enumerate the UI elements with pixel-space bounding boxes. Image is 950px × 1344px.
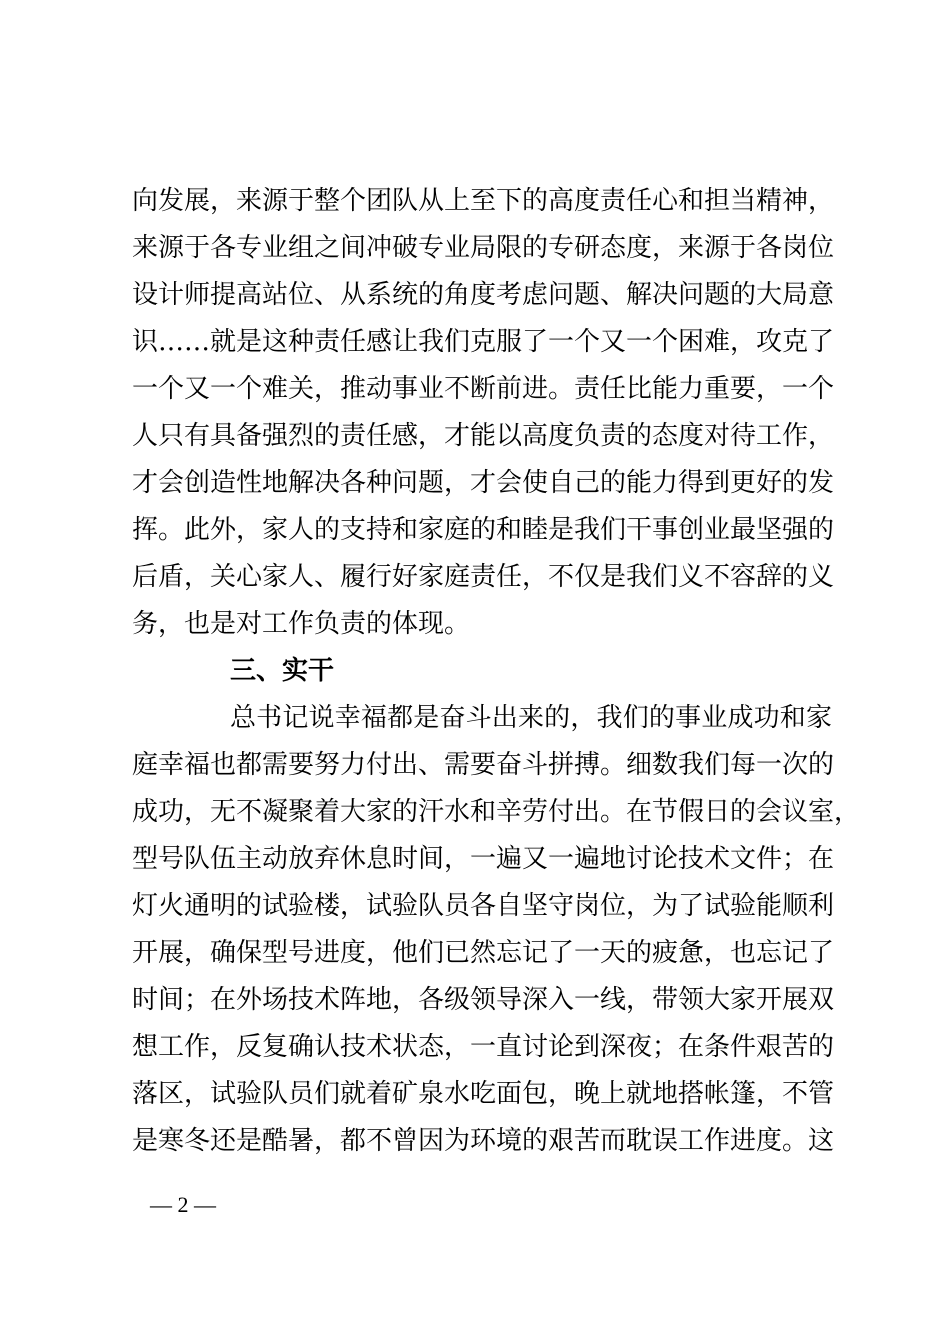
paragraph-line: 总书记说幸福都是奋斗出来的，我们的事业成功和家 bbox=[230, 703, 832, 733]
paragraph-line: 时间；在外场技术阵地，各级领导深入一线，带领大家开展双 bbox=[132, 985, 835, 1015]
paragraph-line: 开展，确保型号进度，他们已然忘记了一天的疲惫，也忘记了 bbox=[132, 938, 835, 968]
paragraph-line: 才会创造性地解决各种问题，才会使自己的能力得到更好的发 bbox=[132, 468, 835, 498]
paragraph-line: 人只有具备强烈的责任感，才能以高度负责的态度对待工作， bbox=[132, 421, 835, 451]
paragraph-line: 型号队伍主动放弃休息时间，一遍又一遍地讨论技术文件；在 bbox=[132, 844, 835, 874]
paragraph-line: 识……就是这种责任感让我们克服了一个又一个困难，攻克了 bbox=[132, 327, 835, 357]
paragraph-line: 成功，无不凝聚着大家的汗水和辛劳付出。在节假日的会议室， bbox=[132, 797, 861, 827]
section-heading: 三、实干 bbox=[230, 656, 335, 686]
paragraph-line: 是寒冬还是酷暑，都不曾因为环境的艰苦而耽误工作进度。这 bbox=[132, 1126, 835, 1156]
paragraph-line: 后盾，关心家人、履行好家庭责任，不仅是我们义不容辞的义 bbox=[132, 562, 835, 592]
page-number: — 2 — bbox=[150, 1192, 216, 1217]
paragraph-line: 来源于各专业组之间冲破专业局限的专研态度，来源于各岗位 bbox=[132, 233, 835, 263]
paragraph-line: 向发展，来源于整个团队从上至下的高度责任心和担当精神， bbox=[132, 186, 835, 216]
paragraph-line: 一个又一个难关，推动事业不断前进。责任比能力重要，一个 bbox=[132, 374, 835, 404]
paragraph-line: 挥。此外，家人的支持和家庭的和睦是我们干事创业最坚强的 bbox=[132, 515, 835, 545]
paragraph-line: 设计师提高站位、从系统的角度考虑问题、解决问题的大局意 bbox=[132, 280, 835, 310]
paragraph-line: 庭幸福也都需要努力付出、需要奋斗拼搏。细数我们每一次的 bbox=[132, 750, 835, 780]
paragraph-line: 灯火通明的试验楼，试验队员各自坚守岗位，为了试验能顺利 bbox=[132, 891, 835, 921]
paragraph-line: 务，也是对工作负责的体现。 bbox=[132, 609, 471, 639]
paragraph-line: 落区，试验队员们就着矿泉水吃面包，晚上就地搭帐篷，不管 bbox=[132, 1079, 835, 1109]
paragraph-line: 想工作，反复确认技术状态，一直讨论到深夜；在条件艰苦的 bbox=[132, 1032, 835, 1062]
